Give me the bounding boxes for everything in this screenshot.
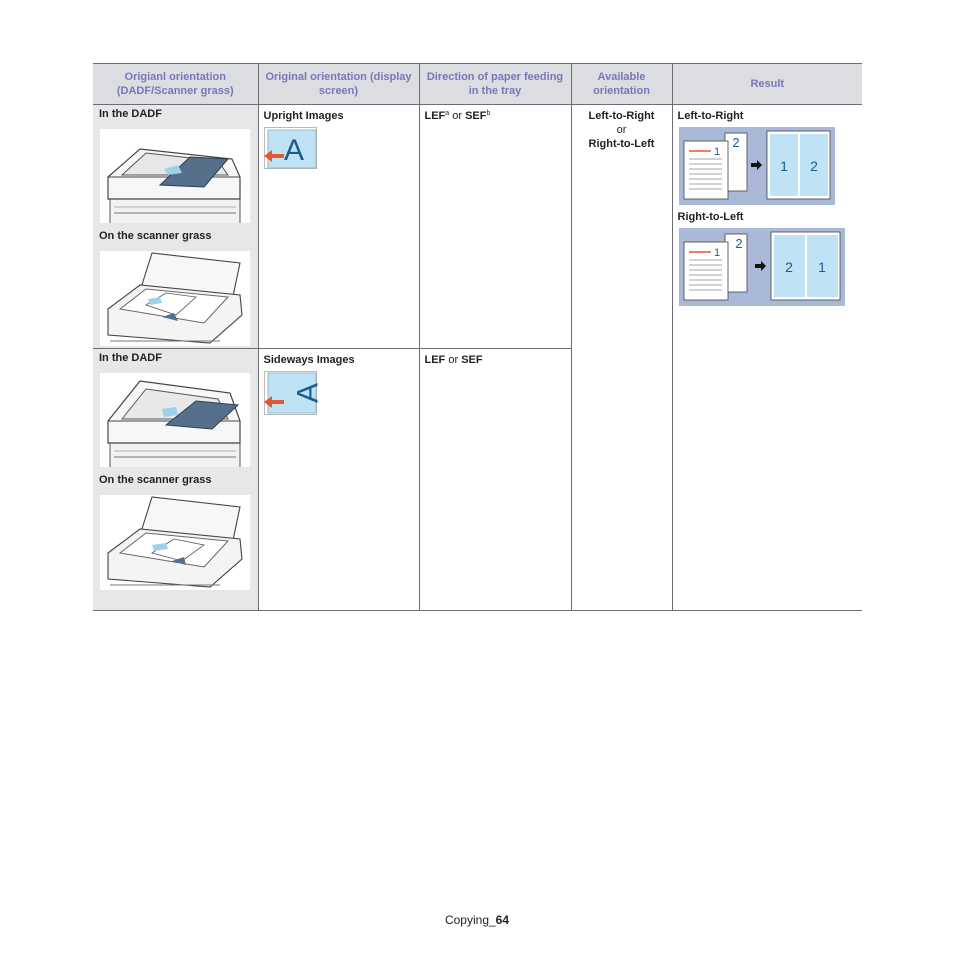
display-orientation-cell — [258, 349, 419, 611]
feed-direction-text: LEF$^a$ or SEF$^b$ — [424, 110, 491, 122]
scanner-glass-label: On the scanner grass — [99, 474, 212, 486]
header-available-orientation: Available orientation — [571, 64, 672, 105]
result-ltr-label: Left-to-Right — [677, 110, 744, 122]
ltr-front-page-number: 1 — [713, 146, 720, 158]
feed-direction-cell — [419, 349, 571, 611]
ltr-result-page-right: 2 — [809, 158, 818, 174]
rtl-result-page-left: 2 — [784, 259, 793, 275]
orientation-table — [93, 63, 862, 611]
original-location-cell — [93, 105, 258, 349]
display-orientation-label: Upright Images — [263, 110, 344, 122]
available-orientation-cell — [571, 105, 672, 611]
dadf-label: In the DADF — [99, 352, 162, 364]
glass-sideways-illustration — [100, 495, 250, 590]
rtl-front-page-number: 1 — [713, 247, 720, 259]
dadf-sideways-illustration — [100, 373, 250, 467]
rtl-result-page-right: 1 — [817, 259, 826, 275]
option-right-to-left: Right-to-Left — [588, 138, 655, 150]
option-left-to-right: Left-to-Right — [588, 110, 655, 122]
glass-upright-illustration — [100, 251, 250, 346]
upright-image-icon — [264, 127, 318, 169]
original-location-cell — [93, 349, 258, 611]
rtl-back-page-number: 2 — [734, 236, 743, 251]
sideways-icon-letter: A — [291, 382, 324, 404]
dadf-label: In the DADF — [99, 108, 162, 120]
feed-direction-text: LEF or SEF — [424, 354, 483, 366]
table-row — [93, 105, 862, 349]
ltr-result-diagram — [679, 127, 835, 205]
ltr-result-page-left: 1 — [779, 158, 788, 174]
option-or: or — [616, 124, 627, 136]
table-header-row — [93, 64, 862, 105]
dadf-upright-illustration — [100, 129, 250, 223]
rtl-result-diagram — [679, 228, 845, 306]
upright-icon-letter: A — [283, 134, 304, 167]
header-display-orientation: Original orientation (display screen) — [258, 64, 419, 105]
display-orientation-cell — [258, 105, 419, 349]
header-result: Result — [672, 64, 862, 105]
header-original-orientation: Origianl orientation (DADF/Scanner grass) — [93, 64, 258, 105]
ltr-back-page-number: 2 — [731, 135, 740, 150]
footer-page-number: 64 — [495, 913, 510, 927]
display-orientation-label: Sideways Images — [263, 354, 355, 366]
result-rtl-label: Right-to-Left — [677, 211, 744, 223]
footer-section: Copying_ — [444, 913, 496, 927]
sideways-image-icon — [264, 371, 324, 415]
feed-direction-cell — [419, 105, 571, 349]
scanner-glass-label: On the scanner grass — [99, 230, 212, 242]
header-feed-direction: Direction of paper feeding in the tray — [419, 64, 571, 105]
result-cell — [672, 105, 862, 611]
page-footer — [0, 913, 954, 927]
